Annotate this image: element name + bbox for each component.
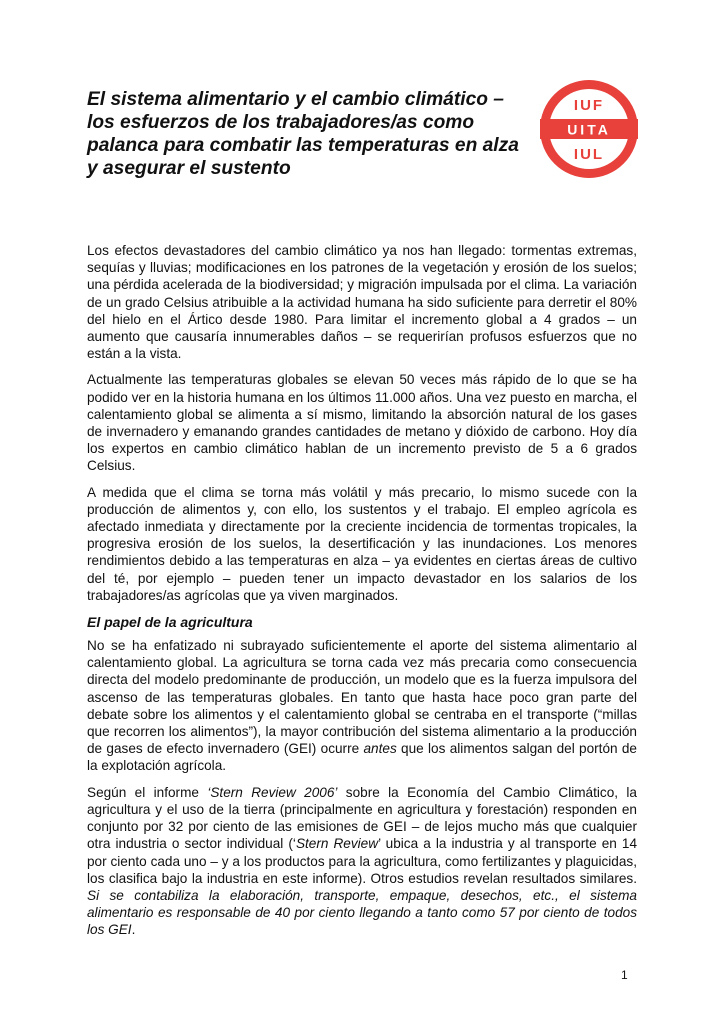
logo-text-iuf: IUF: [573, 97, 605, 114]
paragraph-agriculture-role: No se ha enfatizado ni subrayado suficientemente el aporte del sistema alimentario al calentamiento global. La agricultura se torna cada vez más precaria como consecuencia directa del modelo predominante de producción, un modelo que es la fuerza impulsora del ascenso de las temperaturas globales. En tanto que hasta hace poco gran parte del debate sobre los alimentos y el calentamiento global se centraba en el transporte (“millas que recorren los alimentos”), la mayor contribución del sistema alimentario a la producción de gases de efecto invernadero (GEI) ocurre antes que los alimentos salgan del portón de la explotación agrícola.: [87, 638, 637, 774]
paragraph-temperatures: Actualmente las temperaturas globales se elevan 50 veces más rápido de lo que se ha podido ver en la historia humana en los últimos 11.000 años. Una vez puesto en marcha, el calentamiento global se alimenta a sí mismo, limitando la absorción natural de los gases de invernadero y emanando grandes cantidades de metano y dióxido de carbono. Hoy día los expertos en cambio climático hablan de un incremento previsto de 5 a 6 grados Celsius.: [87, 372, 637, 474]
paragraph-intro: Los efectos devastadores del cambio climático ya nos han llegado: tormentas extremas, sequías y lluvias; modificaciones en los patrones de la vegetación y erosión de los suelos; una pérdida acelerada de la biodiversidad; y migración impulsada por el clima. La variación de un grado Celsius atribuible a la actividad humana ha sido suficiente para derretir el 80% del hielo en el Ártico desde 1980. Para limitar el incremento global a 4 grados – un aumento que causaría innumerables daños – se requerirían profusos esfuerzos que no están a la vista.: [87, 243, 637, 362]
page-number: 1: [621, 968, 628, 982]
document-title: El sistema alimentario y el cambio climático – los esfuerzos de los trabajadores/as como palanca para combatir las temperaturas en alza y asegurar el sustento: [87, 89, 519, 179]
iuf-uita-iul-logo: [539, 79, 639, 179]
paragraph-stern-review: Según el informe ‘Stern Review 2006’ sobre la Economía del Cambio Climático, la agricultura y el uso de la tierra (principalmente en agricultura y forestación) responden en conjunto por 32 por ciento de las emisiones de GEI – de lejos mucho más que cualquier otra industria o sector individual (‘Stern Review’ ubica a la industria y al transporte en 14 por ciento cada uno – y a los productos para la agricultura, como fertilizantes y plaguicidas, los clasifica bajo la industria en este informe). Otros estudios revelan resultados similares. Si se contabiliza la elaboración, transporte, empaque, desechos, etc., el sistema alimentario es responsable de 40 por ciento llegando a tanto como 57 por ciento de todos los GEI.: [87, 784, 638, 938]
paragraph-food-production: A medida que el clima se torna más volátil y más precario, lo mismo sucede con la producción de alimentos y, con ello, los sustentos y el trabajo. El empleo agrícola es afectado inmediata y directamente por la creciente incidencia de tormentas tropicales, la progresiva erosión de los suelos, la desertificación y las inundaciones. Los menores rendimientos debido a las temperaturas en alza – ya evidentes en ciertas áreas de cultivo del té, por ejemplo – pueden tener un impacto devastador en los salarios de los trabajadores/as agrícolas que ya viven marginados.: [87, 484, 637, 603]
logo-text-uita: UITA: [567, 121, 611, 138]
document-body: [87, 242, 637, 948]
section-heading: El papel de la agricultura: [87, 614, 253, 631]
logo-text-iul: IUL: [573, 146, 605, 163]
